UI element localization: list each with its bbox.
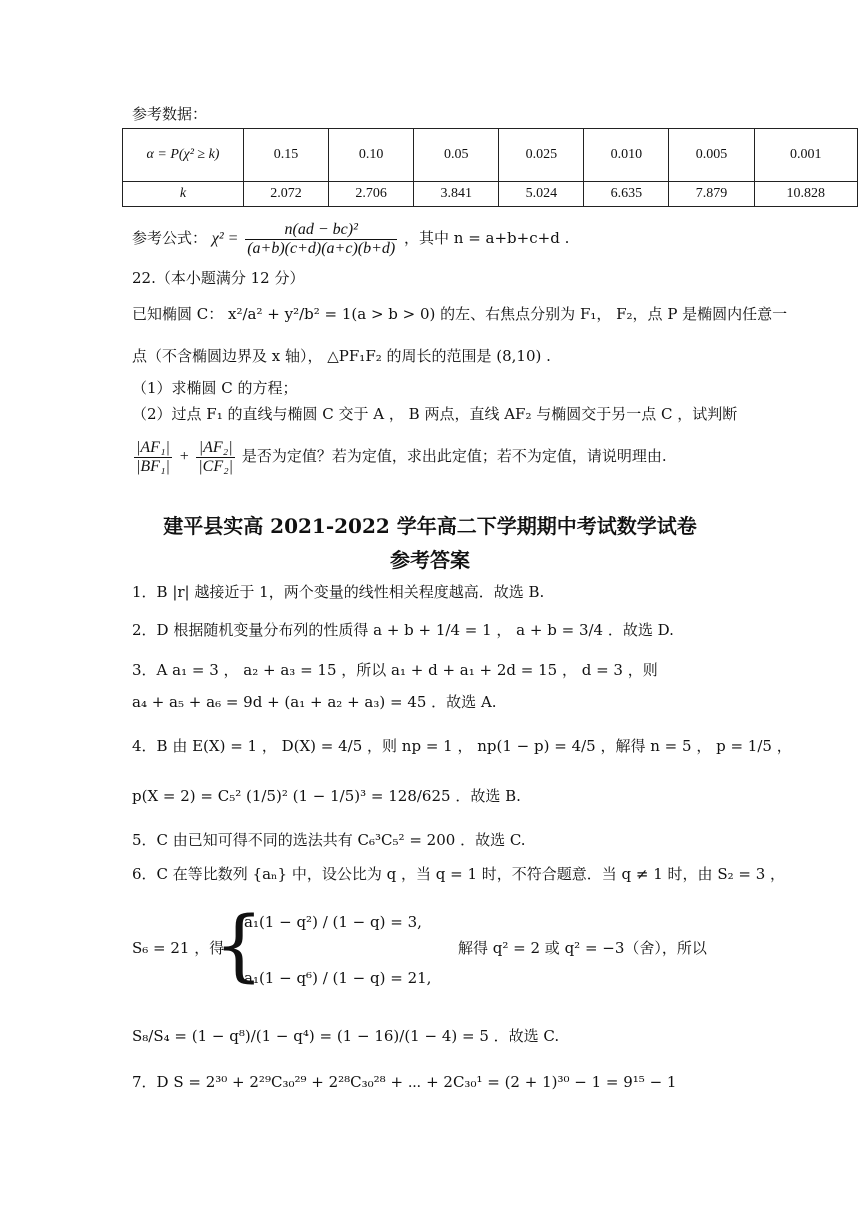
alpha-cell: 0.15 (244, 129, 329, 182)
q22-part1: （1）求椭圆 C 的方程； (132, 379, 298, 397)
answer-6-eq1: a₁(1 − q²) / (1 − q) = 3, (244, 913, 422, 931)
answer-5: 5．C 由已知可得不同的选法共有 C₆³C₅² = 200 ．故选 C. (132, 831, 526, 849)
answer-title: 建平县实高 2021-2022 学年高二下学期期中考试数学试卷 (163, 514, 697, 538)
answer-3b: a₄ + a₅ + a₆ = 9d + (a₁ + a₂ + a₃) = 45 ．故选 A. (132, 693, 497, 711)
q22-part2-tail: 是否为定值？若为定值，求出此定值；若不为定值，请说明理由. (241, 447, 667, 465)
answer-4b: p(X = 2) = C₅² (1/5)² (1 − 1/5)³ = 128/625 ．故选 B. (132, 787, 521, 805)
answer-3a: 3．A a₁ = 3 ， a₂ + a₃ = 15 ，所以 a₁ + d + a₁ + 2d = 15 ， d = 3 ，则 (132, 661, 658, 679)
ratio-fraction-2 (196, 439, 235, 476)
k-header: k (123, 182, 244, 207)
k-cell: 10.828 (754, 182, 857, 207)
alpha-cell: 0.010 (584, 129, 669, 182)
alpha-cell: 0.05 (414, 129, 499, 182)
q22-heading: 22.（本小题满分 12 分） (132, 269, 305, 287)
k-cell: 7.879 (669, 182, 754, 207)
ref-data-label: 参考数据： (132, 105, 208, 123)
k-cell: 6.635 (584, 182, 669, 207)
k-cell: 2.706 (329, 182, 414, 207)
answer-6-eq2: a₁(1 − q⁶) / (1 − q) = 21, (244, 969, 432, 987)
k-cell: 5.024 (499, 182, 584, 207)
chi-square-table (122, 128, 858, 207)
answer-6a: 6．C 在等比数列 {aₙ} 中，设公比为 q ，当 q = 1 时，不符合题意．当 q ≠ 1 时，由 S₂ = 3 ， (132, 865, 786, 883)
answer-6c: S₈/S₄ = (1 − q⁸)/(1 − q⁴) = (1 − 16)/(1 − 4) = 5 ．故选 C. (132, 1027, 560, 1045)
formula-numerator: n(ad − bc)² (245, 221, 397, 240)
reference-formula (132, 218, 569, 259)
q22-part2: （2）过点 F₁ 的直线与椭圆 C 交于 A ， B 两点，直线 AF₂ 与椭圆交于另一点 C ，试判断 (132, 405, 738, 423)
formula-tail: ，其中 n = a+b+c+d . (404, 229, 570, 247)
alpha-header: α = P(χ² ≥ k) (123, 129, 244, 182)
ratio-denominator-1: |BF₁| (136, 457, 170, 475)
answer-6-s6: S₆ = 21 ，得 (132, 939, 225, 957)
formula-denominator: (a+b)(c+d)(a+c)(b+d) (247, 239, 396, 257)
ratio-numerator-1: |AF₁| (136, 438, 170, 456)
answer-subtitle: 参考答案 (390, 548, 470, 572)
k-cell: 2.072 (244, 182, 329, 207)
table-row-alpha (123, 129, 858, 182)
alpha-cell: 0.025 (499, 129, 584, 182)
q22-line1: 已知椭圆 C： x²/a² + y²/b² = 1(a > b > 0) 的左、右焦点分别为 F₁， F₂，点 P 是椭圆内任意一 (132, 305, 788, 323)
answer-4a: 4．B 由 E(X) = 1 ， D(X) = 4/5 ，则 np = 1 ， np(1 − p) = 4/5 ，解得 n = 5 ， p = 1/5 ， (132, 737, 792, 755)
answer-1: 1．B |r| 越接近于 1，两个变量的线性相关程度越高．故选 B. (132, 583, 545, 601)
q22-line2: 点（不含椭圆边界及 x 轴）， △PF₁F₂ 的周长的范围是 (8,10) . (132, 347, 551, 365)
alpha-cell: 0.005 (669, 129, 754, 182)
k-cell: 3.841 (414, 182, 499, 207)
answer-2: 2．D 根据随机变量分布列的性质得 a + b + 1/4 = 1 ， a + b = 3/4 ．故选 D. (132, 621, 674, 639)
answer-6-solve: 解得 q² = 2 或 q² = −3（舍），所以 (458, 939, 707, 957)
alpha-cell: 0.10 (329, 129, 414, 182)
ratio-denominator-2: |CF₂| (198, 457, 234, 475)
formula-label: 参考公式： (132, 229, 208, 247)
formula-fraction (245, 221, 397, 258)
table-row-k (123, 182, 858, 207)
formula-lhs: χ² = (211, 230, 239, 247)
brace-glyph: { (214, 901, 264, 991)
ratio-fraction-1 (134, 439, 172, 476)
alpha-cell: 0.001 (754, 129, 857, 182)
answer-7: 7．D S = 2³⁰ + 2²⁹C₃₀²⁹ + 2²⁸C₃₀²⁸ + ⋯ + 2C₃₀¹ = (2 + 1)³⁰ − 1 = 9¹⁵ − 1 (132, 1073, 677, 1091)
ratio-numerator-2: |AF₂| (196, 439, 235, 458)
q22-part2-fraction-line: $\frac{\text{|AF₁|}}{\text{|BF₁|}}$ + $\frac{\text{|AF₂|}}{\text{|CF₂|}}$ 是否为定值？若为定值，求出此定值；若不为定值，请说明理由. (136, 438, 667, 475)
